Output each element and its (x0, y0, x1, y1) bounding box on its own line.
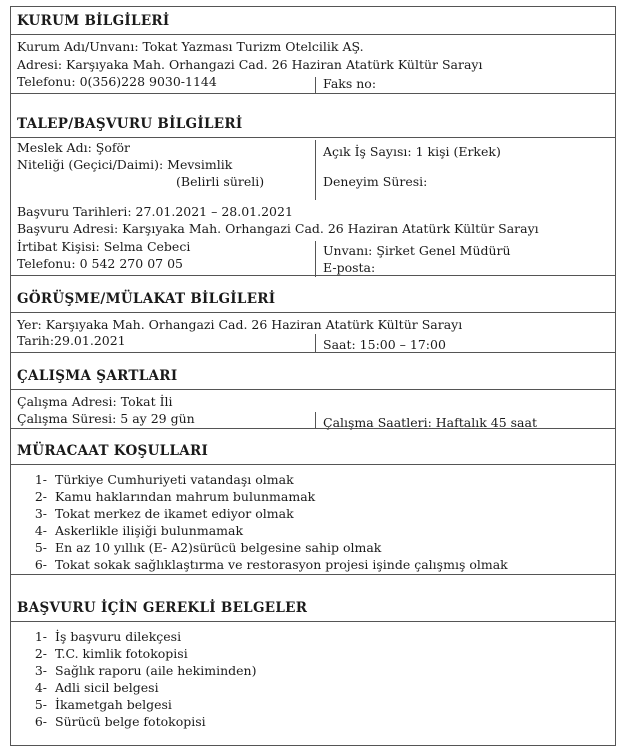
column-divider (315, 140, 316, 200)
kurum-faks: Faks no: (323, 76, 377, 91)
kurum-telefon: Telefonu: 0(356)228 9030-1144 (17, 74, 217, 89)
divider (11, 428, 615, 429)
column-divider (315, 334, 316, 352)
section-heading-talep: TALEP/BAŞVURU BİLGİLERİ (11, 110, 615, 138)
application-form (10, 6, 616, 746)
list-item: 6- Sürücü belge fotokopisi (34, 714, 206, 729)
list-item: 6- Tokat sokak sağlıklaştırma ve restorasyon projesi işinde çalışmış olmak (34, 557, 508, 572)
talep-meslek: Meslek Adı: Şoför (17, 140, 130, 155)
talep-niteligi: Niteliği (Geçici/Daimi): Mevsimlik (17, 157, 233, 172)
kurum-adres: Adresi: Karşıyaka Mah. Orhangazi Cad. 26 Haziran Atatürk Kültür Sarayı (17, 57, 483, 72)
column-divider (315, 412, 316, 428)
calisma-suresi: Çalışma Süresi: 5 ay 29 gün (17, 411, 195, 426)
talep-unvan: Unvanı: Şirket Genel Müdürü (323, 243, 511, 258)
talep-telefon: Telefonu: 0 542 270 07 05 (17, 256, 183, 271)
list-item: 4- Askerlikle ilişiği bulunmamak (34, 523, 244, 538)
list-item: 5- İkametgah belgesi (34, 697, 172, 712)
list-item: 3- Sağlık raporu (aile hekiminden) (34, 663, 257, 678)
divider (11, 275, 615, 276)
divider (11, 574, 615, 575)
talep-tarihler: Başvuru Tarihleri: 27.01.2021 – 28.01.2021 (17, 204, 293, 219)
talep-acik-is: Açık İş Sayısı: 1 kişi (Erkek) (323, 144, 501, 159)
list-item: 1- Türkiye Cumhuriyeti vatandaşı olmak (34, 472, 294, 487)
list-item: 1- İş başvuru dilekçesi (34, 629, 182, 644)
talep-adres: Başvuru Adresi: Karşıyaka Mah. Orhangazi Cad. 26 Haziran Atatürk Kültür Sarayı (17, 221, 539, 236)
section-heading-gorusme: GÖRÜŞME/MÜLAKAT BİLGİLERİ (11, 285, 615, 313)
talep-deneyim: Deneyim Süresi: (323, 174, 428, 189)
talep-eposta: E-posta: (323, 260, 376, 275)
column-divider (315, 77, 316, 93)
list-item: 4- Adli sicil belgesi (34, 680, 159, 695)
section-heading-kurum: KURUM BİLGİLERİ (11, 7, 615, 35)
calisma-saatleri: Çalışma Saatleri: Haftalık 45 saat (323, 415, 537, 430)
gorusme-yer: Yer: Karşıyaka Mah. Orhangazi Cad. 26 Haziran Atatürk Kültür Sarayı (17, 317, 463, 332)
kurum-adi: Kurum Adı/Unvanı: Tokat Yazması Turizm Otelcilik AŞ. (17, 39, 364, 54)
divider (11, 352, 615, 353)
section-heading-calisma: ÇALIŞMA ŞARTLARI (11, 362, 615, 390)
list-item: 2- Kamu haklarından mahrum bulunmamak (34, 489, 316, 504)
column-divider (315, 241, 316, 277)
list-item: 5- En az 10 yıllık (E- A2)sürücü belgesine sahip olmak (34, 540, 382, 555)
talep-belirli-sureli: (Belirli süreli) (176, 174, 265, 189)
gorusme-tarih: Tarih:29.01.2021 (17, 333, 126, 348)
section-heading-muracaat: MÜRACAAT KOŞULLARI (11, 437, 615, 465)
divider (11, 93, 615, 94)
list-item: 2- T.C. kimlik fotokopisi (34, 646, 188, 661)
gorusme-saat: Saat: 15:00 – 17:00 (323, 337, 446, 352)
talep-irtibat: İrtibat Kişisi: Selma Cebeci (17, 239, 191, 254)
calisma-adres: Çalışma Adresi: Tokat İli (17, 394, 173, 409)
list-item: 3- Tokat merkez de ikamet ediyor olmak (34, 506, 294, 521)
section-heading-belgeler: BAŞVURU İÇİN GEREKLİ BELGELER (11, 594, 615, 622)
